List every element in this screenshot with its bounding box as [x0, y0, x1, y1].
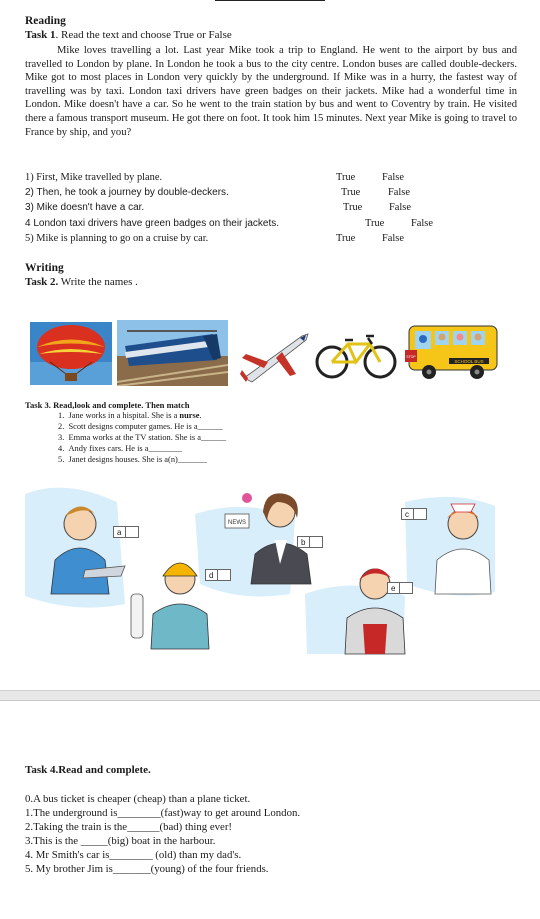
- task3-item-3: [58, 433, 226, 442]
- reading-heading: Reading: [25, 15, 66, 27]
- school-bus-picture: [405, 322, 501, 384]
- false-option-5[interactable]: False: [382, 233, 404, 244]
- true-option-1[interactable]: True: [336, 172, 356, 183]
- false-option-1[interactable]: False: [382, 172, 404, 183]
- worksheet-page-2: [0, 700, 540, 919]
- task3-num-1: 1.: [58, 411, 65, 420]
- top-rule: [215, 0, 325, 1]
- hot-air-balloon-picture: [30, 322, 112, 385]
- statement-4: 4 London taxi drivers have green badges on their jackets.: [25, 218, 280, 229]
- task4-line-4: 4. Mr Smith's car is________ (old) than my dad's.: [25, 849, 242, 861]
- true-option-2[interactable]: True: [341, 187, 361, 198]
- writing-heading: Writing: [25, 262, 64, 274]
- task3-item-4: [58, 444, 182, 453]
- label-box-d[interactable]: d: [205, 569, 231, 581]
- label-box-b[interactable]: b: [297, 536, 323, 548]
- task3-num-5: 5.: [58, 455, 65, 464]
- false-option-2[interactable]: False: [388, 187, 410, 198]
- label-box-c[interactable]: c: [401, 508, 427, 520]
- task3-answer-1: nurse: [179, 411, 200, 420]
- task4-line-3: 3.This is the _____(big) boat in the harbour.: [25, 835, 216, 847]
- task3-item-1: [58, 411, 202, 420]
- task3-text-1: Jane works in a hispital. She is a: [68, 411, 180, 420]
- airplane-picture: [238, 326, 310, 386]
- true-option-5[interactable]: True: [336, 233, 356, 244]
- task2-prefix: Task 2.: [25, 276, 59, 288]
- task3-text-3: Emma works at the TV station. She is a______: [68, 433, 227, 442]
- task4-title: Task 4.Read and complete.: [25, 764, 151, 776]
- task4-line-0: 0.A bus ticket is cheaper (cheap) than a plane ticket.: [25, 793, 251, 805]
- task4-line-2: 2.Taking the train is the______(bad) thing ever!: [25, 821, 233, 833]
- task3-num-3: 3.: [58, 433, 65, 442]
- task3-text-2: Scott designs computer games. He is a______: [68, 422, 223, 431]
- task4-line-5: 5. My brother Jim is_______(young) of the four friends.: [25, 863, 269, 875]
- task3-title: Task 3. Read,look and complete. Then match: [25, 400, 190, 410]
- stop-sign-text: STOP: [406, 355, 416, 359]
- jobs-illustration: [25, 484, 515, 656]
- task3-item-5: [58, 455, 207, 464]
- false-option-4[interactable]: False: [411, 218, 433, 229]
- task2-heading: [25, 276, 138, 288]
- task3-text-5: Janet designs houses. She is a(n)_______: [68, 455, 208, 464]
- task4-line-1: 1.The underground is________(fast)way to get around London.: [25, 807, 301, 819]
- bicycle-picture: [312, 326, 400, 380]
- task3-text-4: Andy fixes cars. He is a________: [68, 444, 182, 453]
- statement-3: 3) Mike doesn't have a car.: [25, 202, 145, 213]
- task1-instruction: . Read the text and choose True or False: [55, 29, 232, 41]
- task2-instruction: Write the names .: [58, 276, 138, 288]
- reading-passage: Mike loves travelling a lot. Last year Mike took a trip to England. He went to the airport by bus and travelled to London by plane. In London he took a bus to the city centre. London buses are called double-deckers. Mike got to most places in London very quickly by the underground. If Mike was in a hurry, the fastest way of travelling was by taxi. London taxi drivers have green badges on their jackets. Mike had a wonderful time in London. Mike doesn't have a car. So he went to the train station by bus and went to Coventry by train. He visited there a famous transport museum. He got there on foot. It took him 15 minutes. Next year Mike is going to travel to France by ship, and you?: [25, 45, 517, 138]
- statement-2: 2) Then, he took a journey by double-deckers.: [25, 187, 229, 198]
- task3-num-2: 2.: [58, 422, 65, 431]
- bus-sign-text: SCHOOL BUS: [454, 359, 484, 364]
- task3-num-4: 4.: [58, 444, 65, 453]
- task3-tail-1: .: [199, 411, 202, 420]
- statement-5: 5) Mike is planning to go on a cruise by car.: [25, 233, 209, 244]
- false-option-3[interactable]: False: [389, 202, 411, 213]
- statement-1: 1) First, Mike travelled by plane.: [25, 172, 163, 183]
- true-option-4[interactable]: True: [365, 218, 385, 229]
- mic-news-text: NEWS: [228, 520, 246, 526]
- true-option-3[interactable]: True: [343, 202, 363, 213]
- task3-item-2: [58, 422, 223, 431]
- train-picture: [117, 320, 228, 386]
- label-box-a[interactable]: a: [113, 526, 139, 538]
- task1-heading: [25, 29, 232, 41]
- label-box-e[interactable]: e: [387, 582, 413, 594]
- task1-prefix: Task 1: [25, 29, 56, 41]
